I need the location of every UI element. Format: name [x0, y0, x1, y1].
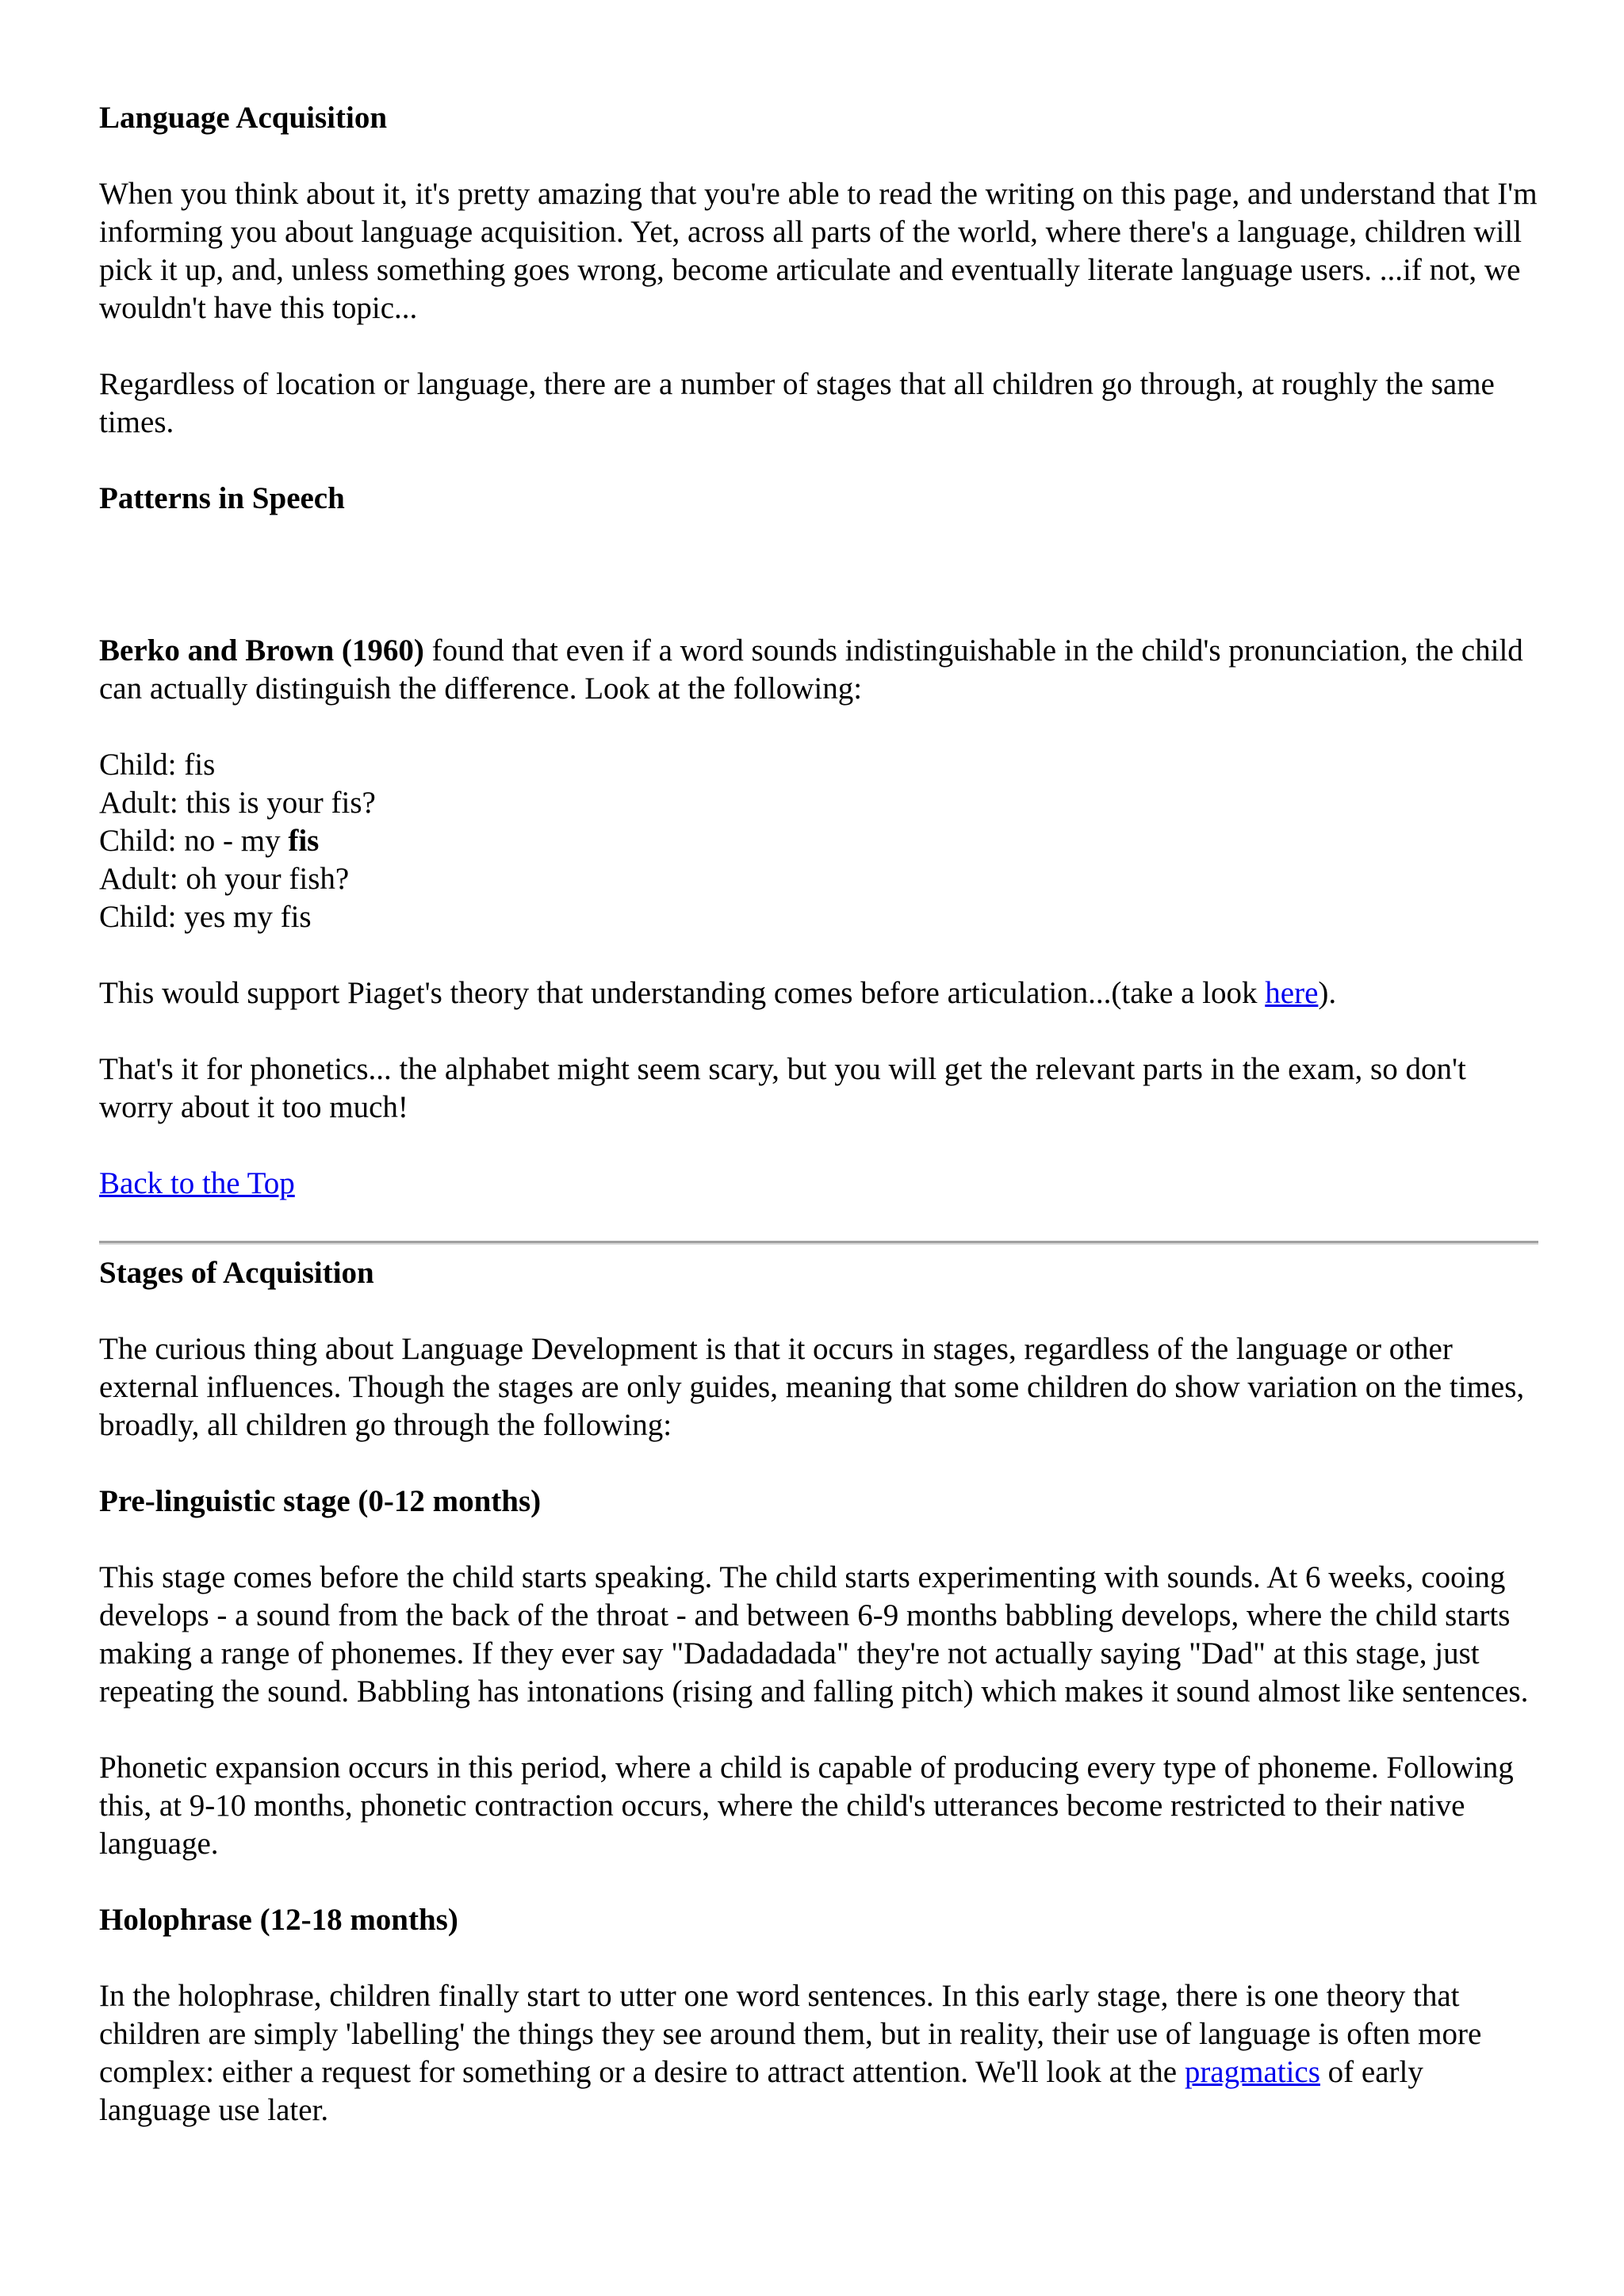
document-page: [99, 99, 1538, 2168]
berko-brown-paragraph: [99, 632, 1538, 708]
stages-intro-paragraph: The curious thing about Language Development is that it occurs in stages, regardless of the language or other external influences. Though the stages are only guides, meaning that some children do show variation on the times, broadly, all children go through the following:: [99, 1332, 1525, 1442]
dialogue-line: Adult: oh your fish?: [99, 862, 350, 896]
dialogue-line: [99, 822, 1538, 860]
here-link[interactable]: here: [1265, 976, 1319, 1010]
intro-paragraph: When you think about it, it's pretty amazing that you're able to read the writing on this page, and understand that I'm informing you about language acquisition. Yet, across all parts of the world, where there's a language, children will pick it up, and, unless something goes wrong, become articulate and eventually literate language users. ...if not, we wouldn't have this topic...: [99, 177, 1538, 325]
back-to-top-link[interactable]: Back to the Top: [99, 1166, 295, 1200]
dialogue-line: Child: fis: [99, 748, 216, 782]
child-adult-dialogue: [99, 746, 1538, 936]
holophrase-paragraph: [99, 1977, 1538, 2130]
phonetics-paragraph: That's it for phonetics... the alphabet might seem scary, but you will get the relevant parts in the exam, so don't worry about it too much!: [99, 1052, 1466, 1124]
berko-brown-text: found that even if a word sounds indistinguishable in the child's pronunciation, the child can actually distinguish the difference. Look at the following:: [99, 633, 1523, 706]
dialogue-line: Adult: this is your fis?: [99, 786, 376, 820]
dialogue-line: Child: yes my fis: [99, 900, 312, 934]
heading-patterns-in-speech: Patterns in Speech: [99, 481, 345, 515]
pre-linguistic-paragraph-2: Phonetic expansion occurs in this period, where a child is capable of producing every type of phoneme. Following this, at 9-10 months, phonetic contraction occurs, where the child's utterances become restricted to their native language.: [99, 1751, 1514, 1861]
section-divider: [99, 1241, 1538, 1245]
holophrase-text-end: of early language use later.: [99, 2055, 1423, 2127]
stages-paragraph: Regardless of location or language, there are a number of stages that all children go through, at roughly the same times.: [99, 367, 1495, 439]
holophrase-text: In the holophrase, children finally start to utter one word sentences. In this early stage, there is one theory that children are simply 'labelling' the things they see around them, but in reality, their use of language is often more complex: either a request for something or a desire to attract attention. We'll look at the: [99, 1979, 1482, 2089]
piaget-text: This would support Piaget's theory that understanding comes before articulation...(take a look: [99, 976, 1266, 1010]
heading-holophrase: Holophrase (12-18 months): [99, 1903, 458, 1937]
heading-stages-of-acquisition: Stages of Acquisition: [99, 1256, 374, 1290]
pragmatics-link[interactable]: pragmatics: [1184, 2055, 1320, 2089]
back-to-top-paragraph: [99, 1165, 1538, 1203]
heading-language-acquisition: Language Acquisition: [99, 101, 388, 135]
piaget-text-end: ).: [1318, 976, 1337, 1010]
pre-linguistic-paragraph-1: This stage comes before the child starts speaking. The child starts experimenting with sounds. At 6 weeks, cooing develops - a sound from the back of the throat - and between 6-9 months babbling develops, where the child starts making a range of phonemes. If they ever say "Dadadadada" they're not actually saying "Dad" at this stage, just repeating the sound. Babbling has intonations (rising and falling pitch) which makes it sound almost like sentences.: [99, 1560, 1529, 1709]
piaget-paragraph: [99, 974, 1538, 1012]
blank-space: [99, 556, 1538, 632]
heading-pre-linguistic-stage: Pre-linguistic stage (0-12 months): [99, 1484, 542, 1518]
dialogue-emphasis: fis: [288, 824, 320, 858]
dialogue-line-text: Child: no - my: [99, 824, 289, 858]
berko-brown-citation: Berko and Brown (1960): [99, 633, 424, 668]
